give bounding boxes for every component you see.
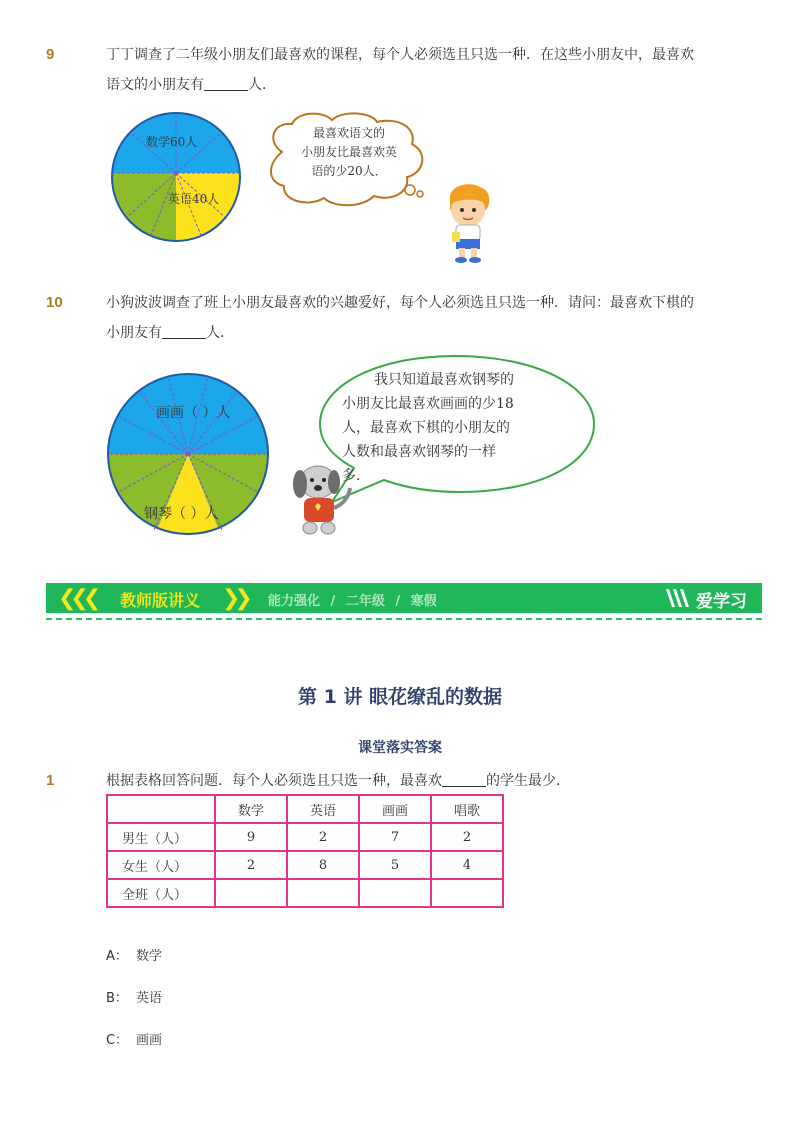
table-cell: 女生（人） (107, 851, 215, 879)
table-cell: 7 (359, 823, 431, 851)
table-cell: 2 (287, 823, 359, 851)
option-text: 画画 (136, 1033, 163, 1048)
page-title: 第 1 讲 眼花缭乱的数据 (297, 686, 503, 708)
option-label: C： (106, 1033, 129, 1048)
question-line: 小朋友有 人． (106, 325, 234, 341)
table-cell: 画画 (359, 795, 431, 823)
table-cell[interactable] (431, 879, 503, 907)
option-label: A： (106, 949, 128, 964)
breadcrumb-separator: / (330, 594, 336, 609)
question-number: 9 (46, 46, 55, 63)
table-cell (107, 795, 215, 823)
bubble-line: 语的少20人． (311, 164, 387, 178)
boy-illustration (440, 180, 496, 264)
chevron-right-icon: ❯❯ (222, 586, 247, 611)
section-subtitle: 课堂落实答案 (358, 740, 442, 756)
banner-breadcrumb (268, 590, 437, 609)
table-row (107, 879, 503, 907)
bubble-line: 人，最喜欢下棋的小朋友的 (342, 420, 510, 436)
table-cell: 2 (215, 851, 287, 879)
table-cell: 全班（人） (107, 879, 215, 907)
table-cell[interactable] (215, 879, 287, 907)
table-cell[interactable] (359, 879, 431, 907)
table-cell: 唱歌 (431, 795, 503, 823)
chevron-left-icon: ❮❮❮ (58, 586, 96, 611)
table-cell: 5 (359, 851, 431, 879)
banner-brand: 教师版讲义 (120, 591, 201, 610)
table-header-row (107, 795, 503, 823)
answer-blank[interactable] (204, 76, 248, 91)
pie-label-piano: 钢琴（ ）人 (144, 506, 219, 522)
table-cell: 2 (431, 823, 503, 851)
table-row (107, 851, 503, 879)
question-line: 语文的小朋友有 人． (106, 77, 276, 93)
answer-blank[interactable] (162, 324, 206, 339)
question-9-text (106, 40, 694, 100)
option-label: B： (106, 991, 128, 1006)
question-number: 1 (46, 772, 55, 789)
logo-text: 爱学习 (696, 592, 747, 612)
bubble-text (342, 368, 582, 488)
pie-label-painting: 画画（ ）人 (156, 405, 231, 421)
question-line: 丁丁调查了二年级小朋友们最喜欢的课程，每个人必须选且只选一种．在这些小朋友中，最喜欢 (106, 47, 694, 63)
data-table (106, 794, 504, 908)
table-cell: 男生（人） (107, 823, 215, 851)
question-line: 小狗波波调查了班上小朋友最喜欢的兴趣爱好，每个人必须选且只选一种．请问：最喜欢下棋的 (106, 295, 694, 311)
option-b[interactable] (106, 987, 162, 1006)
pie-label-english: 英语40人 (168, 192, 220, 206)
bubble-line: 我只知道最喜欢钢琴的 (374, 372, 514, 388)
table-cell: 4 (431, 851, 503, 879)
subject-pie-chart (110, 110, 242, 244)
dog-illustration (288, 460, 354, 538)
question-1-text: 根据表格回答问题．每个人必须选且只选一种，最喜欢 的学生最少． (106, 773, 570, 789)
table-cell: 9 (215, 823, 287, 851)
bubble-line: 小朋友比最喜欢英 (300, 145, 397, 159)
table-cell: 数学 (215, 795, 287, 823)
option-text: 数学 (136, 949, 163, 964)
breadcrumb-item: 寒假 (410, 594, 437, 609)
bubble-line: 小朋友比最喜欢画画的少18 (342, 396, 514, 412)
option-a[interactable] (106, 945, 162, 964)
option-text: 英语 (136, 991, 163, 1006)
bubble-line: 多． (342, 468, 370, 484)
option-c[interactable] (106, 1029, 162, 1048)
bubble-line: 人数和最喜欢钢琴的一样 (342, 444, 496, 460)
table-cell: 8 (287, 851, 359, 879)
divider (46, 618, 762, 620)
logo-icon (664, 587, 692, 609)
breadcrumb-item: 能力强化 (268, 594, 321, 609)
bubble-text (284, 124, 414, 181)
pie-label-math: 数学60人 (146, 135, 198, 149)
breadcrumb-separator: / (395, 594, 401, 609)
table-cell: 英语 (287, 795, 359, 823)
question-number: 10 (46, 294, 63, 311)
header-banner (46, 583, 762, 613)
breadcrumb-item: 二年级 (345, 594, 385, 609)
table-cell[interactable] (287, 879, 359, 907)
bubble-line: 最喜欢语文的 (312, 126, 385, 140)
question-10-text (106, 288, 694, 348)
table-row (107, 823, 503, 851)
answer-blank[interactable] (442, 772, 486, 787)
